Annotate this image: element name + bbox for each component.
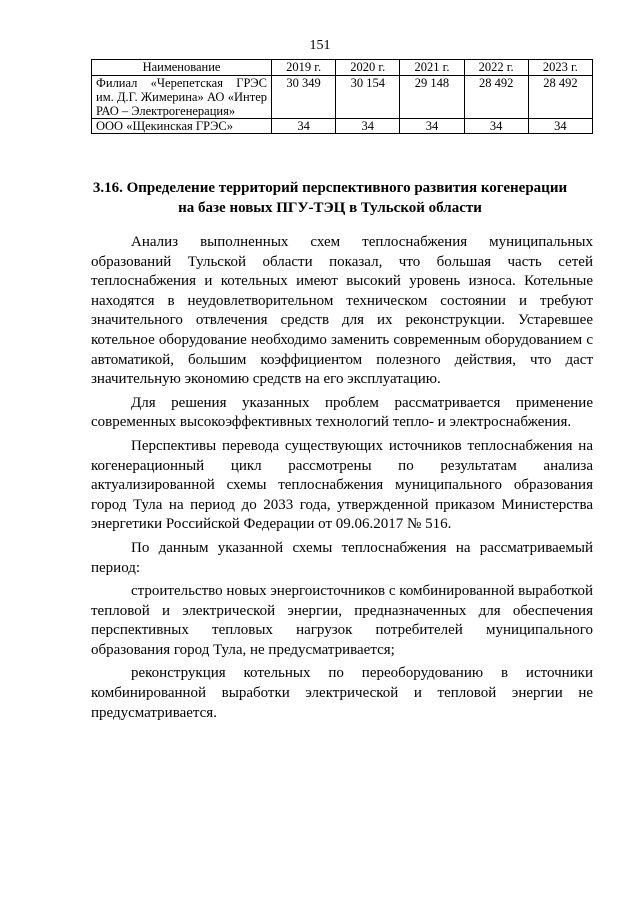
cell-value: 34 [272, 119, 336, 134]
header-2019: 2019 г. [272, 60, 336, 76]
paragraph: Перспективы перевода существующих источников теплоснабжения на когенерационный цикл рассмотрены по результатам анализа актуализированной схемы теплоснабжения муниципального образования город Тула на период до 2033 года, утвержденной приказом Министерства энергетики Российской Федерации от 09.06.2017 № 516. [91, 437, 593, 533]
page-number: 151 [309, 38, 331, 53]
table-row [92, 76, 593, 119]
body-text [91, 233, 593, 727]
cell-value: 28 492 [528, 76, 592, 119]
header-2023: 2023 г. [528, 60, 592, 76]
cell-value: 30 349 [272, 76, 336, 119]
cell-value: 34 [528, 119, 592, 134]
table-header-row [92, 60, 593, 76]
cell-value: 30 154 [336, 76, 400, 119]
cell-value: 28 492 [464, 76, 528, 119]
row-name: Филиал «Черепетская ГРЭС им. Д.Г. Жимерина» АО «Интер РАО – Электрогенерация» [92, 76, 272, 119]
list-item: реконструкция котельных по переоборудованию в источники комбинированной выработки электрической и тепловой энергии не предусматривается. [91, 665, 593, 721]
table-row [92, 119, 593, 134]
cell-value: 34 [336, 119, 400, 134]
cell-value: 34 [400, 119, 464, 134]
section-title [60, 178, 600, 218]
paragraph: Анализ выполненных схем теплоснабжения муниципальных образований Тульской области показал, что большая часть сетей теплоснабжения и котельных имеют высокий уровень износа. Котельные находятся в неудовлетворительном техническом состоянии и требуют значительного отвлечения средств для их реконструкции. Устаревшее котельное оборудование необходимо заменить современным оборудованием с автоматикой, большим коэффициентом полезного действия, что даст значительную экономию средств на его эксплуатацию. [91, 234, 593, 388]
header-2021: 2021 г. [400, 60, 464, 76]
cell-value: 34 [464, 119, 528, 134]
header-name: Наименование [92, 60, 272, 76]
section-title-line1: 3.16. Определение территорий перспективного развития когенерации [92, 180, 568, 196]
list-item: строительство новых энергоисточников с комбинированной выработкой тепловой и электрической энергии, предназначенных для обеспечения перспективных тепловых нагрузок потребителей муниципального образования город Тула, не предусматривается; [91, 583, 593, 658]
data-table [91, 59, 593, 134]
section-title-line2: на базе новых ПГУ-ТЭЦ в Тульской области [178, 200, 482, 216]
paragraph: По данным указанной схемы теплоснабжения на рассматриваемый период: [91, 539, 593, 576]
header-2020: 2020 г. [336, 60, 400, 76]
cell-value: 29 148 [400, 76, 464, 119]
row-name: ООО «Щекинская ГРЭС» [92, 119, 272, 134]
header-2022: 2022 г. [464, 60, 528, 76]
paragraph: Для решения указанных проблем рассматривается применение современных высокоэффективных технологий тепло- и электроснабжения. [91, 394, 593, 431]
